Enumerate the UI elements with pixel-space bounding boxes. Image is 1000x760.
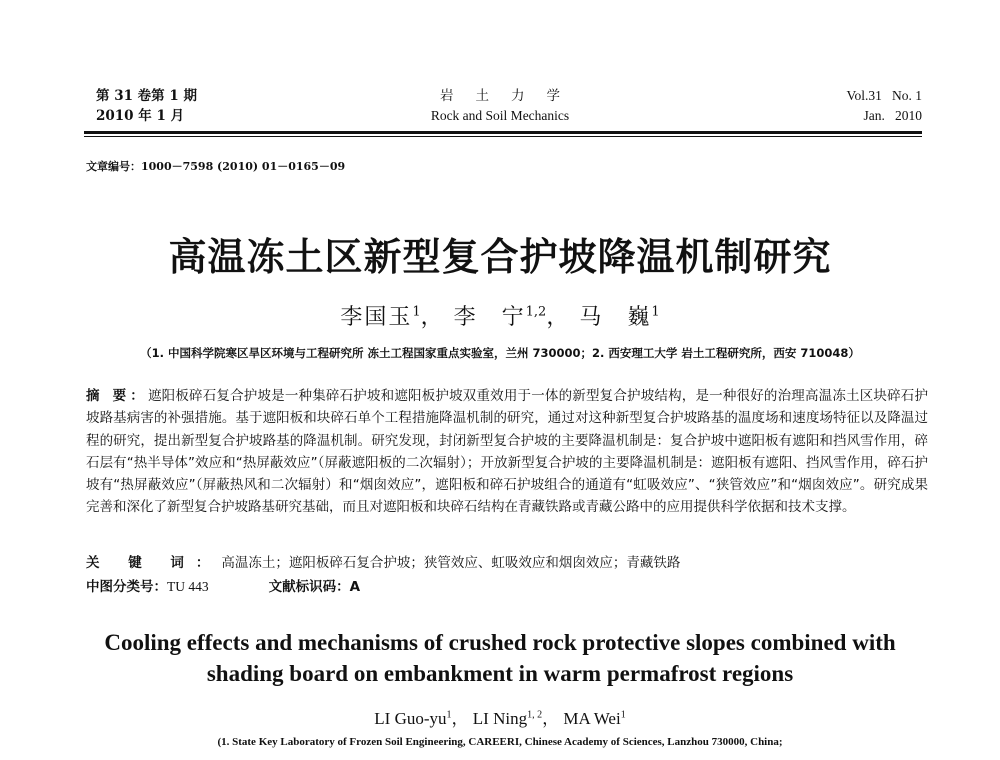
month-en: Jan. — [863, 108, 885, 123]
english-affiliation: (1. State Key Laboratory of Frozen Soil Engineering, CAREERI, Chinese Academy of Sciences, Lanzhou 730000, China; — [217, 736, 783, 748]
english-title-line2: shading board on embankment in warm permafrost regions — [206, 661, 794, 686]
author-affil-mark: 1,2 — [525, 304, 547, 320]
journal-name-cn: 岩土力学 — [440, 88, 582, 104]
english-author-affil-mark: 1 — [446, 709, 452, 721]
journal-name-en: Rock and Soil Mechanics — [430, 108, 570, 123]
clc-value: TU 443 — [167, 579, 209, 594]
english-title-line1: Cooling effects and mechanisms of crushed rock protective slopes combined with — [104, 630, 896, 655]
author-name: 马 巍 — [579, 305, 652, 330]
english-author-list: LI Guo-$yu^1$， LI Ning$^{1, 2}$， MA Wei$^1$ — [374, 709, 626, 728]
header-rule-thick — [84, 131, 922, 134]
abstract-label: 摘 要： — [86, 388, 148, 404]
journal-volume-info — [846, 86, 922, 126]
volume-issue-cn: 第 31 卷第 1 期 — [96, 88, 197, 104]
date-cn: 2010 年 1 月 — [96, 108, 185, 124]
header-rule-thin — [84, 136, 922, 137]
doc-code-value: A — [349, 579, 361, 595]
author-name: 李 宁 — [453, 305, 526, 330]
doc-code-label: 文献标识码： — [268, 579, 350, 595]
english-author-name: LI Guo-yu — [374, 709, 447, 728]
english-title — [0, 627, 1000, 689]
classification — [86, 575, 360, 595]
author-affil-mark: 1 — [651, 304, 660, 320]
article-number: 文章编号：1000－7598 (2010) 01－0165－09 — [86, 160, 346, 173]
affiliation: （1. 中国科学院寒区旱区环境与工程研究所 冻土工程国家重点实验室，兰州 730000；2. 西安理工大学 岩土工程研究所，西安 710048） — [140, 346, 860, 360]
volume-en: Vol.31 — [846, 88, 882, 103]
issue-en: No. 1 — [892, 88, 922, 103]
abstract-text: 遮阳板碎石复合护坡是一种集碎石护坡和遮阳板护坡双重效用于一体的新型复合护坡结构，是一种很好的治理高温冻土区块碎石护坡路基病害的补强措施。基于遮阳板和块碎石单个工程措施降温机制的研究，通过对这种新型复合护坡路基的温度场和速度场特征以及降温过程的研究，提出新型复合护坡路基的降温机制。研究发现，封闭新型复合护坡的主要降温机制是：复合护坡中遮阳板有遮阳和挡风雪作用，碎石层有“热半导体”效应和“热屏蔽效应”（屏蔽遮阳板的二次辐射）；开放新型复合护坡的主要降温机制是：遮阳板有遮阳、挡风雪作用，碎石护坡有“热屏蔽效应”（屏蔽热风和二次辐射）和“烟囱效应”，遮阳板和碎石护坡组合的通道有“虹吸效应”、“狭管效应”和“烟囱效应”。研究成果完善和深化了新型复合护坡路基研究基础，而且对遮阳板和块碎石结构在青藏铁路或青藏公路中的应用提供科学依据和技术支撑。 — [86, 388, 928, 516]
author-affil-mark: 1 — [412, 304, 421, 320]
author-list: 李国玉$^1$， 李 宁$^{1,2}$， 马 巍$^1$ — [340, 304, 660, 330]
english-author-name: LI Ning — [472, 709, 528, 728]
year-en: 2010 — [895, 108, 922, 123]
abstract — [86, 385, 928, 519]
english-author-affil-mark: 1 — [620, 709, 626, 721]
english-author-name: MA Wei — [563, 709, 621, 728]
keywords-text: 高温冻土；遮阳板碎石复合护坡；狭管效应、虹吸效应和烟囱效应；青藏铁路 — [221, 555, 681, 571]
english-author-affil-mark: 1, 2 — [527, 709, 543, 721]
keywords-label: 关 键 词： — [86, 555, 222, 571]
keywords — [86, 551, 680, 571]
paper-title: 高温冻土区新型复合护坡降温机制研究 — [168, 235, 832, 279]
author-name: 李国玉 — [340, 305, 413, 330]
clc-label: 中图分类号： — [86, 579, 167, 595]
